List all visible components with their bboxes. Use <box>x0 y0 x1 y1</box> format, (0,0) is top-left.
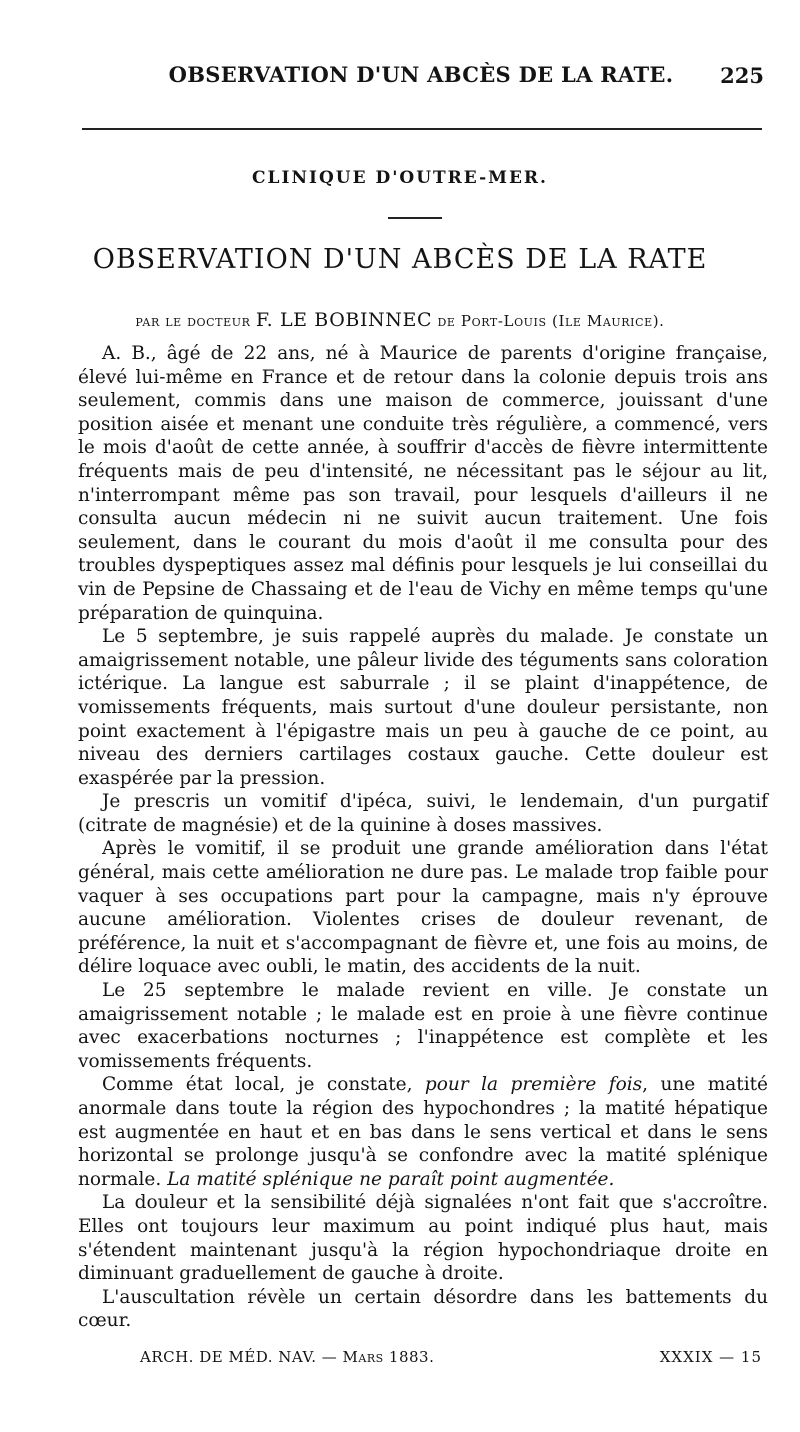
paragraph: Après le vomitif, il se produit une grande amélioration dans l'état général, mais cette amélioration ne dure pas. Le malade trop faible pour vaquer à ses occupations part pour la campagne, mais n'y éprouve aucune amélioration. Violentes crises de douleur revenant, de préférence, la nuit et s'accompagnant de fièvre et, une fois au moins, de délire loquace avec oubli, le matin, des accidents de la nuit. <box>78 838 768 978</box>
paragraph <box>78 1073 768 1191</box>
byline-prefix: par le docteur <box>135 312 251 330</box>
paragraph: Le 25 septembre le malade revient en ville. Je constate un amaigrissement notable ; le malade est en proie à une fièvre continue avec exacerbations nocturnes ; l'inappétence est complète et les vomissements fréquents. <box>78 980 768 1072</box>
title-separator <box>388 217 442 219</box>
paragraph: A. B., âgé de 22 ans, né à Maurice de parents d'origine française, élevé lui-même en France et de retour dans la colonie depuis trois ans seulement, commis dans une maison de commerce, jouissant d'une position aisée et menant une conduite très régulière, a commencé, vers le mois d'août de cette année, à souffrir d'accès de fièvre intermittente fréquents mais de peu d'intensité, ne nécessitant pas le séjour au lit, n'interrompant même pas son travail, pour lesquels d'ailleurs il ne consulta aucun médecin ni ne suivit aucun traitement. Une fois seulement, dans le courant du mois d'août il me consulta pour des troubles dyspeptiques assez mal définis pour lesquels je lui conseillai du vin de Pepsine de Chassaing et de l'eau de Vichy en même temps qu'une préparation de quinquina. <box>78 343 768 624</box>
article-title: OBSERVATION D'UN ABCÈS DE LA RATE <box>92 244 708 275</box>
byline <box>0 309 800 331</box>
paragraph: La douleur et la sensibilité déjà signalées n'ont fait que s'accroître. Elles ont toujours leur maximum au point indiqué plus haut, mais s'étendent maintenant jusqu'à la région hypochondriaque droite en diminuant graduellement de gauche à droite. <box>78 1192 768 1285</box>
page-number: 225 <box>720 63 764 88</box>
article-body <box>78 342 768 1333</box>
byline-suffix: de Port-Louis (Ile Maurice). <box>437 312 665 330</box>
section-title: CLINIQUE D'OUTRE-MER. <box>252 168 548 188</box>
header-rule <box>82 128 762 130</box>
emphasis: La matité splénique ne paraît point augmentée. <box>167 1168 615 1190</box>
signature-mark: XXXIX — 15 <box>659 1348 762 1366</box>
journal-signature: ARCH. DE MÉD. NAV. — Mars 1883. <box>140 1348 435 1366</box>
paragraph: Le 5 septembre, je suis rappelé auprès du malade. Je constate un amaigrissement notable, une pâleur livide des téguments sans coloration ictérique. La langue est saburrale ; il se plaint d'inappétence, de vomissements fréquents, mais surtout d'une douleur persistante, non point exactement à l'épigastre mais un peu à gauche de ce point, au niveau des derniers cartilages costaux gauche. Cette douleur est exaspérée par la pression. <box>78 626 768 789</box>
paragraph: Je prescris un vomitif d'ipéca, suivi, le lendemain, d'un purgatif (citrate de magnésie) et de la quinine à doses massives. <box>78 791 768 836</box>
text-run: , une matité anormale dans toute la région des hypochondres ; la matité hépatique est augmentée en haut et en bas dans le sens vertical et dans le sens horizontal se prolonge jusqu'à se confondre avec la matité splénique normale. <box>78 1074 768 1190</box>
paragraph: L'auscultation révèle un certain désordre dans les battements du cœur. <box>78 1286 768 1332</box>
text-run: Comme état local, je constate, <box>102 1074 425 1096</box>
author-name: F. LE BOBINNEC <box>255 309 433 331</box>
running-head <box>78 62 764 96</box>
footer <box>140 1348 762 1374</box>
running-title: OBSERVATION D'UN ABCÈS DE LA RATE. <box>168 62 674 87</box>
emphasis: pour la première fois <box>424 1074 643 1096</box>
